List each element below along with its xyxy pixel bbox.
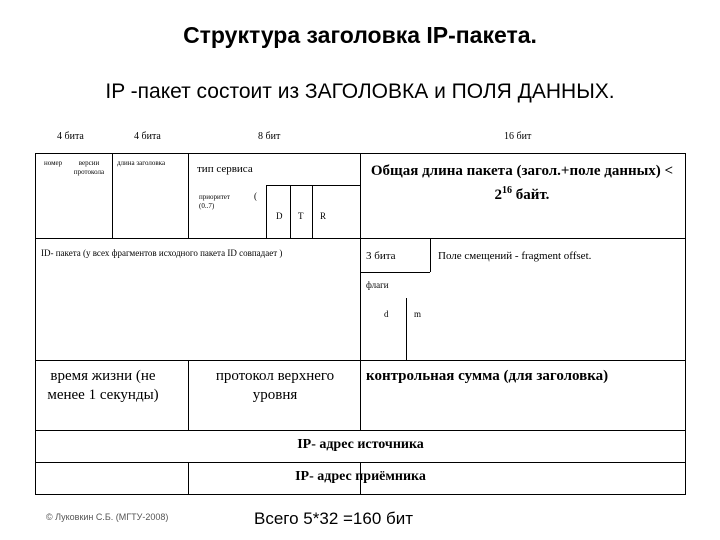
- header-col-3: 8 бит: [258, 131, 281, 142]
- flag-d-label: D: [276, 211, 283, 221]
- flag-small-d-label: d: [384, 309, 389, 319]
- destination-address-label: IP- адрес приёмника: [295, 469, 426, 484]
- dtr-top-border: [266, 185, 360, 186]
- checksum-label: контрольная сумма (для заголовка): [366, 368, 609, 384]
- flag-small-m-label: m: [414, 309, 422, 319]
- bits-box-bottom: [360, 272, 430, 273]
- divider-bits-offset: [430, 238, 431, 272]
- flag-t-label: T: [298, 211, 304, 221]
- protocol-label: протокол верхнего уровня: [215, 368, 335, 403]
- paren-mark: (: [254, 191, 257, 201]
- divider-protocol-checksum: [360, 360, 361, 430]
- dtr-divider-1: [290, 185, 291, 238]
- table-bottom-border: [35, 494, 686, 495]
- author-credit: © Луковкин С.Б. (МГТУ-2008): [46, 512, 169, 522]
- flags-label: флаги: [366, 280, 389, 290]
- divider-id-flags: [360, 238, 361, 360]
- packet-id-label: ID- пакета (у всех фрагментов исходного пакета ID совпадает ): [41, 248, 283, 258]
- three-bits-label: 3 бита: [366, 250, 396, 262]
- header-col-1: 4 бита: [57, 131, 84, 142]
- divider-version-length: [112, 153, 113, 238]
- header-col-4: 16 бит: [504, 131, 532, 142]
- header-col-2: 4 бита: [134, 131, 161, 142]
- divider-length-service: [188, 153, 189, 238]
- divider-service-total: [360, 153, 361, 238]
- ttl-label: время жизни (не менее 1 секунды): [47, 368, 159, 403]
- page-title: Структура заголовка IP-пакета.: [183, 22, 537, 48]
- divider-ttl-protocol: [188, 360, 189, 430]
- service-type-label: тип сервиса: [197, 163, 253, 175]
- dtr-left-border: [266, 185, 267, 238]
- total-length-label: Общая длина пакета (загол.+поле данных) < $2^{16}$ байт.: [370, 163, 674, 203]
- page-subtitle: IP -пакет состоит из ЗАГОЛОВКА и ПОЛЯ ДАННЫХ.: [105, 80, 615, 103]
- fragment-offset-label: Поле смещений - fragment offset.: [438, 250, 592, 262]
- priority-label: приоритет (0..7): [199, 193, 230, 210]
- dtr-divider-2: [312, 185, 313, 238]
- total-bits-label: Всего 5*32 =160 бит: [254, 509, 414, 528]
- flag-r-label: R: [320, 211, 327, 221]
- row-3-bottom: [35, 430, 686, 431]
- header-length-label: длина заголовка: [117, 159, 166, 167]
- version-label: версии протокола: [73, 159, 105, 176]
- number-label: номер: [44, 159, 63, 167]
- source-address-label: IP- адрес источника: [297, 437, 424, 452]
- flags-d-m-divider: [406, 298, 407, 360]
